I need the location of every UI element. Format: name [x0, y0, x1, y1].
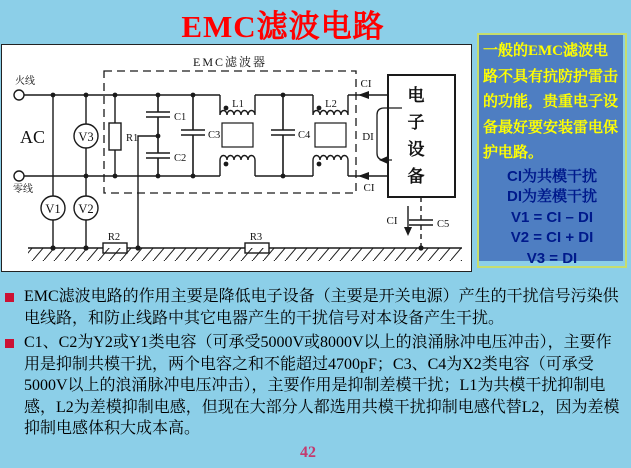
ac-source-label: AC	[20, 127, 46, 147]
note-box	[477, 33, 627, 268]
l2-label: L2	[325, 99, 337, 110]
c3-label: C3	[208, 130, 221, 141]
emc-filter-dashed-box	[104, 71, 356, 193]
ci-bottom-label: CI	[363, 182, 375, 194]
definition-di: DI为差模干扰	[506, 188, 597, 205]
formula-v1: V1 = CI – DI	[510, 208, 594, 226]
ground-hatching	[28, 248, 462, 261]
definition-ci: CI为共模干扰	[506, 167, 597, 185]
device-label: 电子设备	[407, 86, 425, 186]
di-arrowhead	[379, 156, 388, 164]
warning-text: 一般的EMC滤波电路不具有抗防护雷击的功能，贵重电子设备最好要安装雷电保护电路。	[483, 43, 619, 161]
live-terminal	[14, 90, 24, 100]
ci-bottom-arrowhead	[358, 172, 369, 180]
l1-core	[222, 123, 253, 147]
bullet-marker	[5, 339, 14, 348]
page-number: 42	[300, 444, 316, 461]
ci-top-arrowhead	[358, 91, 369, 99]
c5-label: C5	[437, 219, 450, 230]
bullet-text: EMC滤波电路的作用主要是降低电子设备（主要是开关电源）产生的干扰信号污染供电线路，和防止线路中其它电器产生的干扰信号对本设备产生干扰。	[24, 288, 619, 327]
bullet-list	[5, 286, 627, 443]
l2-core	[315, 123, 346, 147]
emc-filter-title: EMC滤波器	[192, 55, 268, 69]
v3-label: V3	[78, 130, 94, 144]
capacitor-c4	[271, 95, 295, 176]
resistor-r1	[109, 123, 121, 150]
l1-label: L1	[232, 99, 244, 110]
ci-top-label: CI	[360, 78, 372, 90]
ci-down-arrowhead	[404, 227, 412, 236]
r3-label: R3	[249, 232, 263, 243]
junction-dots	[50, 93, 423, 251]
di-loop	[377, 108, 402, 160]
bullet-item	[5, 286, 627, 329]
r2-label: R2	[107, 232, 121, 243]
c4-label: C4	[298, 130, 311, 141]
note-box-fill	[479, 35, 623, 267]
bullet-text: C1、C2为Y2或Y1类电容（可承受5000V或8000V以上的浪涌脉冲电压冲击），主要作用是抑制共模干扰，两个电容之和不能超过4700pF；C3、C4为X2类电容（可承受5000V以上的浪涌脉冲电压冲击），主要作用是抑制差模干扰；L1为共模干扰抑制电感，L2为差模抑制电感，但现在大部分人都选用共模干扰抑制电感代替L2，因为差模抑制电感体积大成本高。	[24, 334, 620, 437]
di-label: DI	[362, 131, 374, 143]
neutral-terminal	[14, 171, 24, 181]
page-title: EMC滤波电路	[181, 9, 385, 44]
ci-ground-label: CI	[386, 215, 398, 227]
c1-label: C1	[174, 112, 187, 123]
r1-label: R1	[126, 133, 139, 144]
v1-label: V1	[45, 202, 61, 216]
formula-v3: V3 = DI	[526, 249, 578, 267]
c2-label: C2	[174, 153, 187, 164]
formula-v2: V2 = CI + DI	[510, 229, 594, 246]
neutral-wire-label: 零线	[13, 184, 33, 195]
live-wire-label: 火线	[15, 76, 35, 87]
v2-label: V2	[78, 202, 94, 216]
bullet-marker	[5, 293, 14, 302]
bullet-item	[5, 332, 627, 440]
